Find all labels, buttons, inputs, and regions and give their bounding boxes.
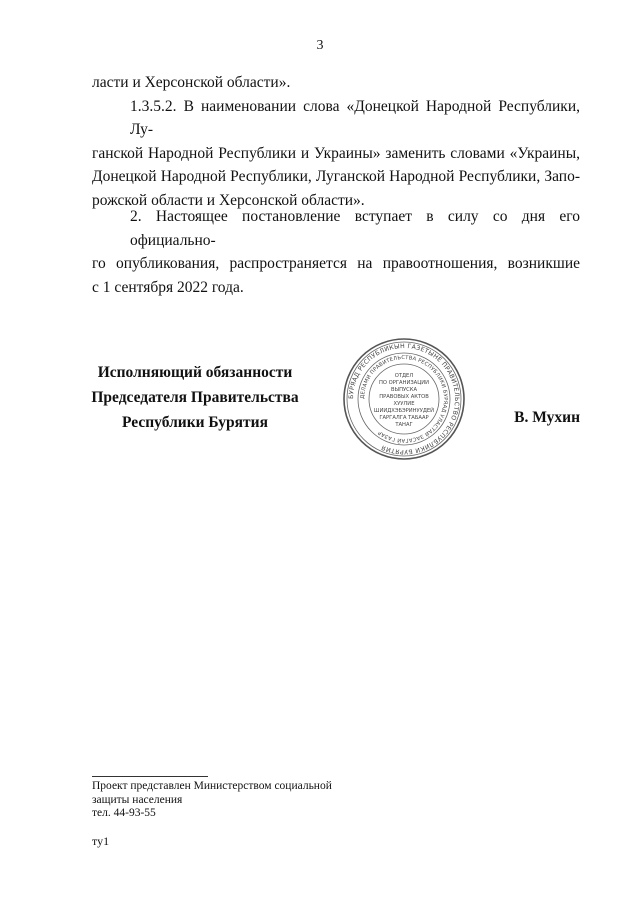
text-line: 2. Настоящее постановление вступает в силу со дня его официально-	[130, 208, 580, 249]
text-line: с 1 сентября 2022 года.	[92, 278, 244, 296]
paragraph-amendment	[92, 71, 580, 212]
text-line: рожской области и Херсонской области».	[92, 191, 365, 209]
footer-line: защиты населения	[92, 793, 183, 806]
official-seal-icon	[342, 337, 466, 461]
text-line: го опубликования, распространяется на правоотношения, возникшие	[92, 255, 580, 272]
text-line: 1.3.5.2. В наименовании слова «Донецкой Народной Республики, Лу-	[130, 97, 580, 138]
footer-divider	[92, 776, 208, 777]
text-line: Донецкой Народной Республики, Луганской Народной Республики, Запо-	[92, 168, 580, 185]
paragraph-effective-date	[92, 205, 580, 299]
footer-line: Проект представлен Министерством социальной	[92, 780, 332, 792]
text-line: ганской Народной Республики и Украины» заменить словами «Украины,	[92, 144, 580, 162]
signatory-title	[80, 360, 310, 435]
seal-center-line: ОТДЕЛ	[394, 373, 414, 379]
seal-outer-ring-text: БУРЯАД РЕСПУБЛИКЫН ГАЗЕТЫНЕ ПРАВИТЕЛЬСТВО РЕСПУБЛИКИ БУРЯТИЯ	[347, 342, 461, 456]
footer-line: тел. 44-93-55	[92, 807, 156, 819]
seal-center-line: ХУУЛИЕ	[393, 401, 415, 407]
signatory-title-line: Председателя Правительства	[91, 389, 299, 406]
seal-center-line: ШИИДХЭБЭРИНУУДЕЙ	[373, 408, 435, 414]
signatory-name: В. Мухин	[514, 409, 580, 426]
seal-center-line: ГАРГАЛГА ТАБААР	[379, 415, 429, 421]
seal-center-line: ТАНАГ	[395, 422, 413, 428]
seal-center-line: ПРАВОВЫХ АКТОВ	[379, 394, 429, 400]
page-number: 3	[316, 38, 324, 53]
document-mark: ту1	[92, 834, 110, 848]
signatory-title-line: Республики Бурятия	[122, 414, 268, 431]
seal-inner-ring-text: ДЕЛАМИ ПРАВИТЕЛЬСТВА РЕСПУБЛИКИ БУРЯАД УЛАСТАЙ ЗАСАГАЙ ГАЗАР	[359, 354, 449, 444]
seal-center-line: ПО ОРГАНИЗАЦИИ	[378, 380, 430, 386]
text-line: ласти и Херсонской области».	[92, 74, 291, 91]
seal-center-line: ВЫПУСКА	[390, 387, 418, 393]
signatory-title-line: Исполняющий обязанности	[97, 364, 293, 381]
footer-note	[92, 780, 332, 821]
